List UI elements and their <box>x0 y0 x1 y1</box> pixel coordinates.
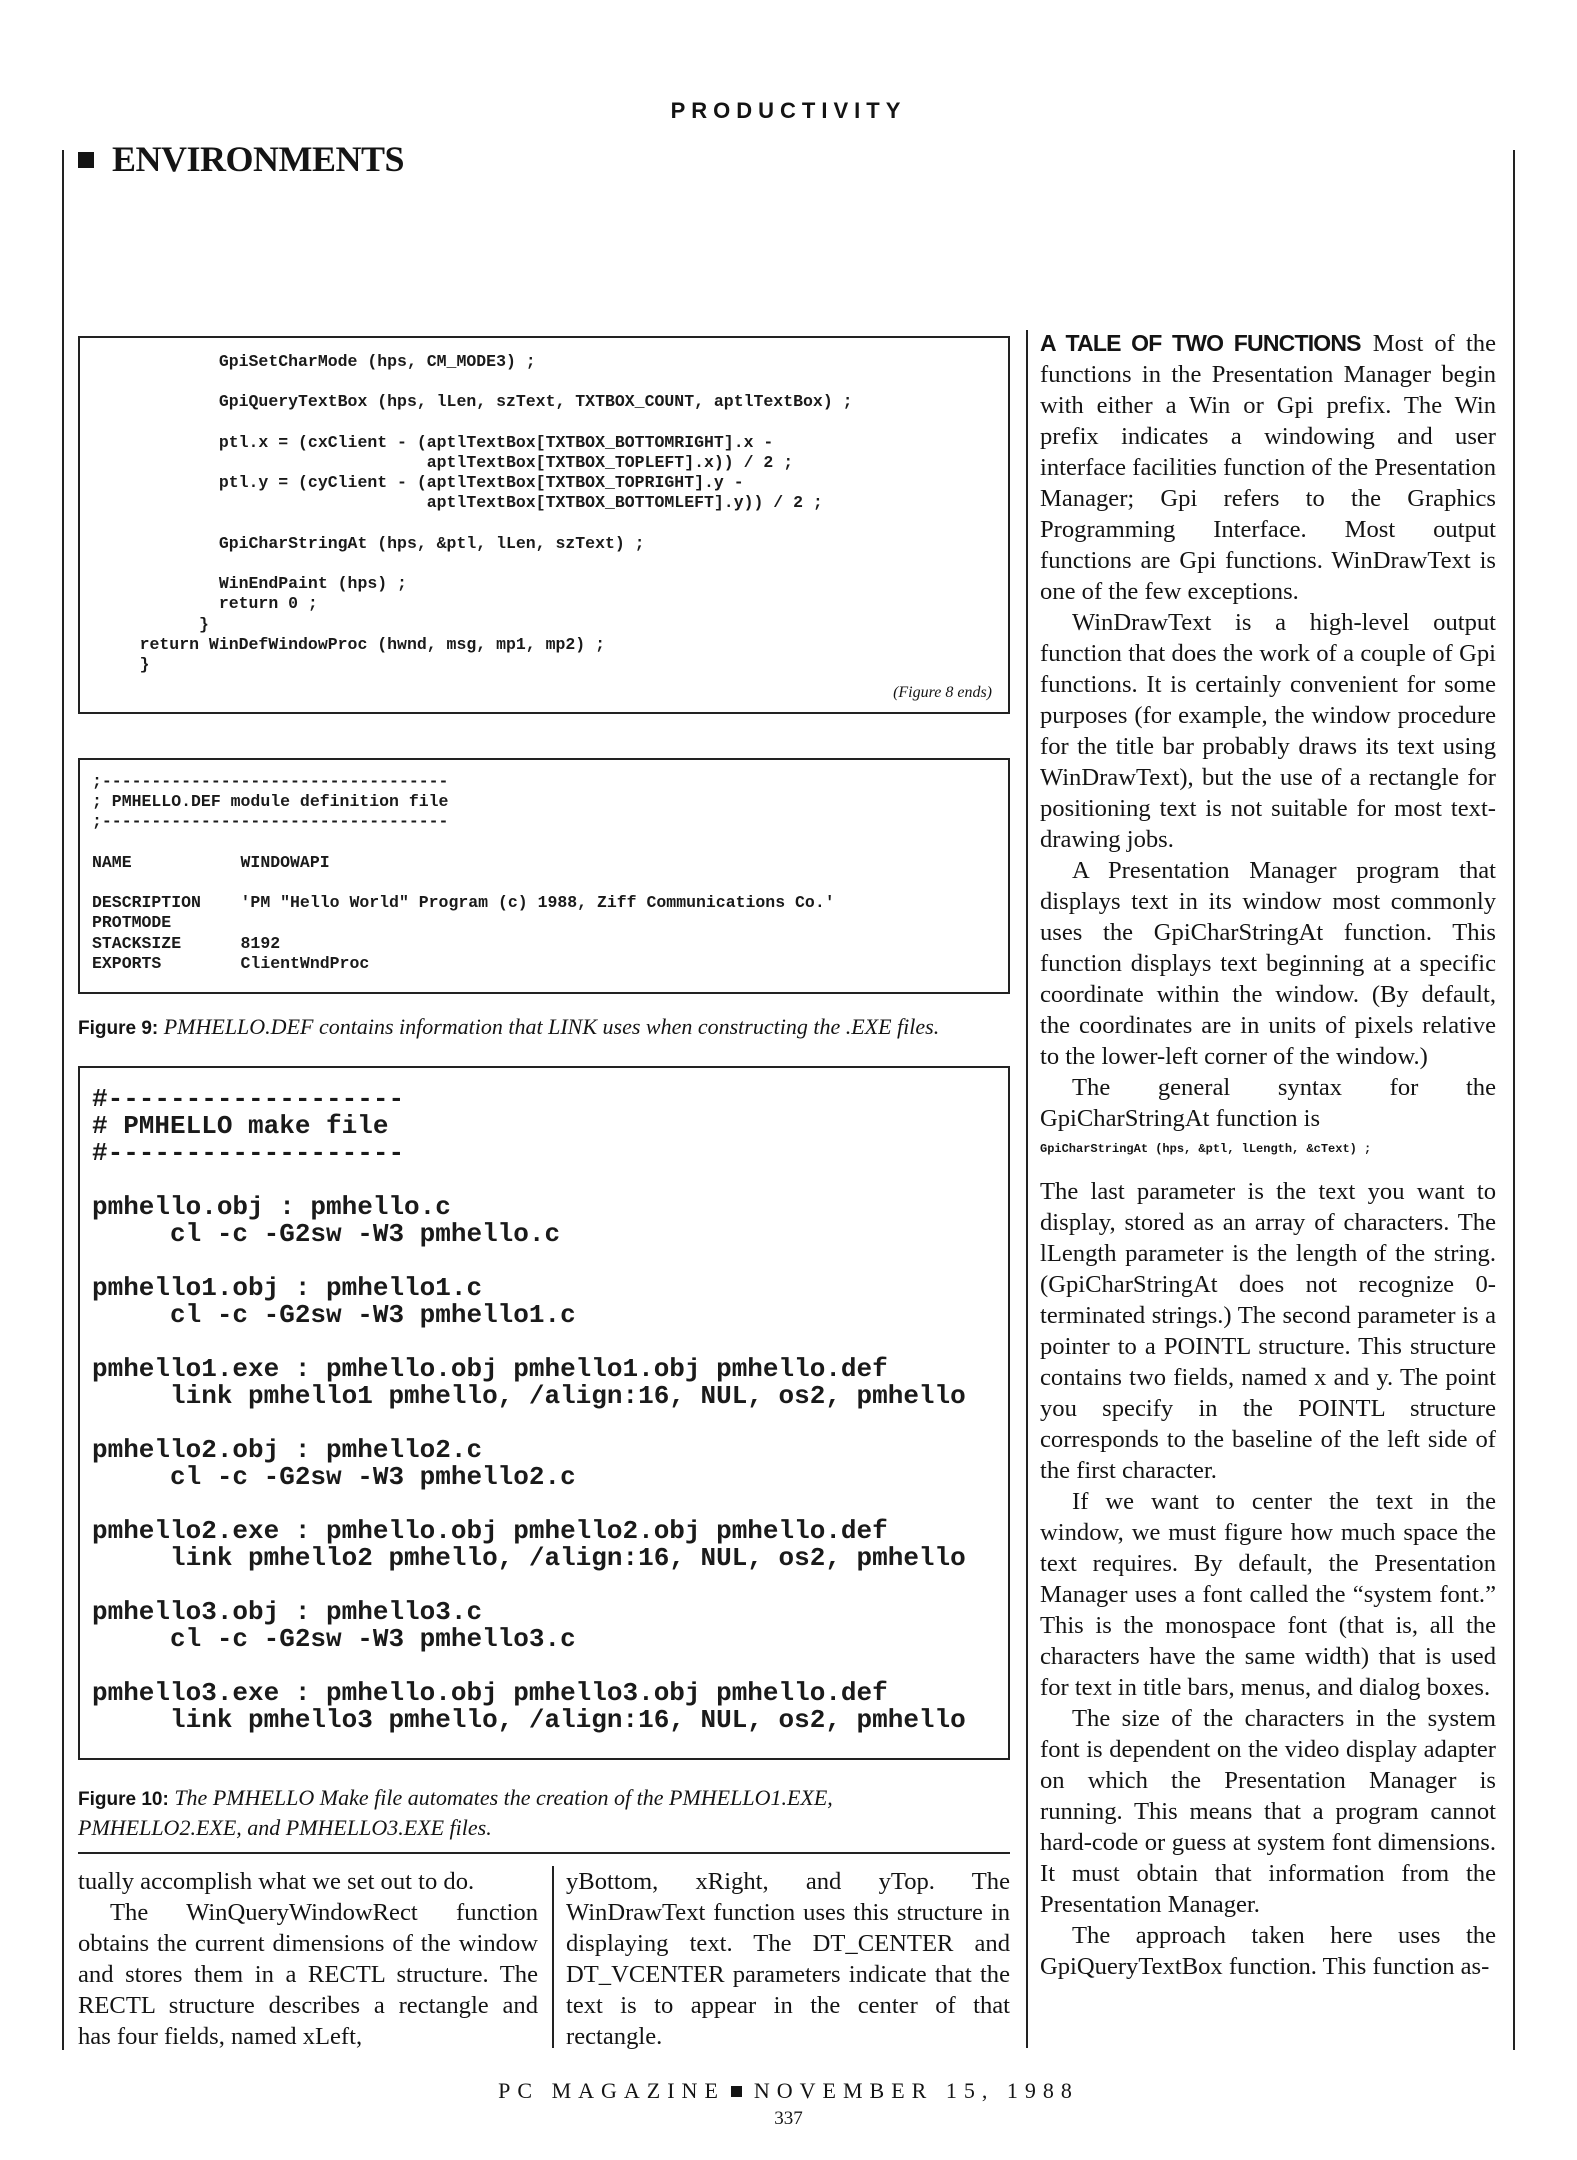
figure10-box <box>78 1066 1010 1760</box>
section-label: PRODUCTIVITY <box>670 98 907 123</box>
right-paragraph-1-text: Most of the functions in the Presentation Manager begin with either a Win or Gpi prefix. The Win prefix indicates a windowing and user interface facilities function of the Presentation Manager; Gpi refers to the Graphics Programming Interface. Most output functions are Gpi functions. WinDrawText is one of the few exceptions. <box>1040 330 1496 605</box>
figure10-label: Figure 10: <box>78 1789 169 1810</box>
runin-heading: A TALE OF TWO FUNCTIONS <box>1040 330 1361 356</box>
bottom-column-divider <box>552 1866 554 2048</box>
article-column-right <box>1040 328 1496 1982</box>
syntax-code: GpiCharStringAt (hps, &ptl, lLength, &cText) ; <box>1040 1142 1372 1156</box>
right-paragraph-7: The size of the characters in the system font is dependent on the video display adapter on which the Presentation Manager is running. This means that a program cannot hard-code or guess at system font dimensions. It must obtain that information from the Presentation Manager. <box>1040 1705 1496 1918</box>
figure10-code: #------------------- # PMHELLO make file #------------------- pmhello.obj : pmhello.c cl -c -G2sw -W3 pmhello.c pmhello1.obj : pmhello1.c cl -c -G2sw -W3 pmhello1.c pmhello1.exe : pmhello.obj pmhello1.obj pmhello.def link pmhello1 pmhello, /align:16, NUL, os2, pmhello pmhello2.obj : pmhello2.c cl -c -G2sw -W3 pmhello2.c pmhello2.exe : pmhello.obj pmhello2.obj pmhello.def link pmhello2 pmhello, /align:16, NUL, os2, pmhello pmhello3.obj : pmhello3.c cl -c -G2sw -W3 pmhello3.c pmhello3.exe : pmhello.obj pmhello3.obj pmhello.def link pmhello3 pmhello, /align:16, NUL, os2, pmhello <box>92 1084 966 1735</box>
article-column-middle <box>566 1866 1010 2052</box>
heading-bullet <box>78 152 94 168</box>
section-heading <box>78 138 404 180</box>
footer-publication: PC MAGAZINE <box>498 2078 725 2103</box>
figure9-label: Figure 9: <box>78 1018 159 1039</box>
left-paragraph-2: The WinQueryWindowRect function obtains the current dimensions of the window and stores them in a RECTL structure. The RECTL structure describes a rectangle and has four fields, named xLeft, <box>78 1899 538 2050</box>
figure9-caption-text: PMHELLO.DEF contains information that LINK uses when constructing the .EXE files. <box>163 1014 940 1039</box>
column-divider <box>1026 330 1028 2048</box>
figure9-code: ;----------------------------------- ; PMHELLO.DEF module definition file ;----------------------------------- NAME WINDOWAPI DESCRIPTION 'PM "Hello World" Program (c) 1988, Ziff Communications Co.' PROTMODE STACKSIZE 8192 EXPORTS ClientWndProc <box>92 772 835 973</box>
heading-text: ENVIRONMENTS <box>112 139 405 179</box>
middle-paragraph-1: yBottom, xRight, and yTop. The WinDrawText function uses this structure in displaying text. The DT_CENTER and DT_VCENTER parameters indicate that the text is to appear in the center of that rectangle. <box>566 1868 1010 2050</box>
article-column-left <box>78 1866 538 2052</box>
footer <box>0 2078 1577 2104</box>
footer-date: NOVEMBER 15, 1988 <box>753 2078 1079 2103</box>
figure8-end-note: (Figure 8 ends) <box>893 684 992 701</box>
figure10-caption <box>78 1784 978 1842</box>
right-paragraph-6: If we want to center the text in the window, we must figure how much space the text requires. By default, the Presentation Manager uses a font called the “system font.” This is the monospace font (that is, all the characters have the same width) that is used for text in title bars, menus, and dialog boxes. <box>1040 1488 1496 1701</box>
right-paragraph-4: The general syntax for the GpiCharStringAt function is <box>1040 1074 1496 1132</box>
page-number: 337 <box>774 2108 803 2129</box>
figure10-caption-text: The PMHELLO Make file automates the creation of the PMHELLO1.EXE, PMHELLO2.EXE, and PMHELLO3.EXE files. <box>78 1785 833 1840</box>
left-page-rule <box>62 150 64 2050</box>
footer-separator <box>731 2086 742 2097</box>
figure8-code: GpiSetCharMode (hps, CM_MODE3) ; GpiQueryTextBox (hps, lLen, szText, TXTBOX_COUNT, aptlTextBox) ; ptl.x = (cxClient - (aptlTextBox[TXTBOX_BOTTOMRIGHT].x - aptlTextBox[TXTBOX_TOPLEFT].x)) / 2 ; ptl.y = (cyClient - (aptlTextBox[TXTBOX_TOPRIGHT].y - aptlTextBox[TXTBOX_BOTTOMLEFT].y)) / 2 ; GpiCharStringAt (hps, &ptl, lLen, szText) ; WinEndPaint (hps) ; return 0 ; } return WinDefWindowProc (hwnd, msg, mp1, mp2) ; } <box>139 352 853 675</box>
right-paragraph-8: The approach taken here uses the GpiQueryTextBox function. This function as- <box>1040 1922 1496 1980</box>
figure9-caption <box>78 1013 1018 1043</box>
left-paragraph-1: tually accomplish what we set out to do. <box>78 1868 475 1895</box>
right-page-rule <box>1513 150 1515 2050</box>
bottom-columns-rule <box>78 1852 1010 1854</box>
figure8-box <box>78 336 1010 714</box>
right-paragraph-1 <box>1040 328 1496 607</box>
right-paragraph-5: The last parameter is the text you want to display, stored as an array of characters. The lLength parameter is the length of the string. (GpiCharStringAt does not recognize 0-terminated strings.) The second parameter is a pointer to a POINTL structure. This structure contains two fields, named x and y. The point you specify in the POINTL structure corresponds to the baseline of the left side of the first character. <box>1040 1178 1496 1484</box>
right-paragraph-2: WinDrawText is a high-level output function that does the work of a couple of Gpi functions. It is certainly convenient for some purposes (for example, the window procedure for the title bar probably draws its text using WinDrawText), but the use of a rectangle for positioning text is not suitable for most text-drawing jobs. <box>1040 609 1496 853</box>
figure9-box <box>78 758 1010 994</box>
right-paragraph-3: A Presentation Manager program that displays text in its window most commonly uses the GpiCharStringAt function. This function displays text beginning at a specific coordinate within the window. (By default, the coordinates are in units of pixels relative to the lower-left corner of the window.) <box>1040 857 1496 1070</box>
